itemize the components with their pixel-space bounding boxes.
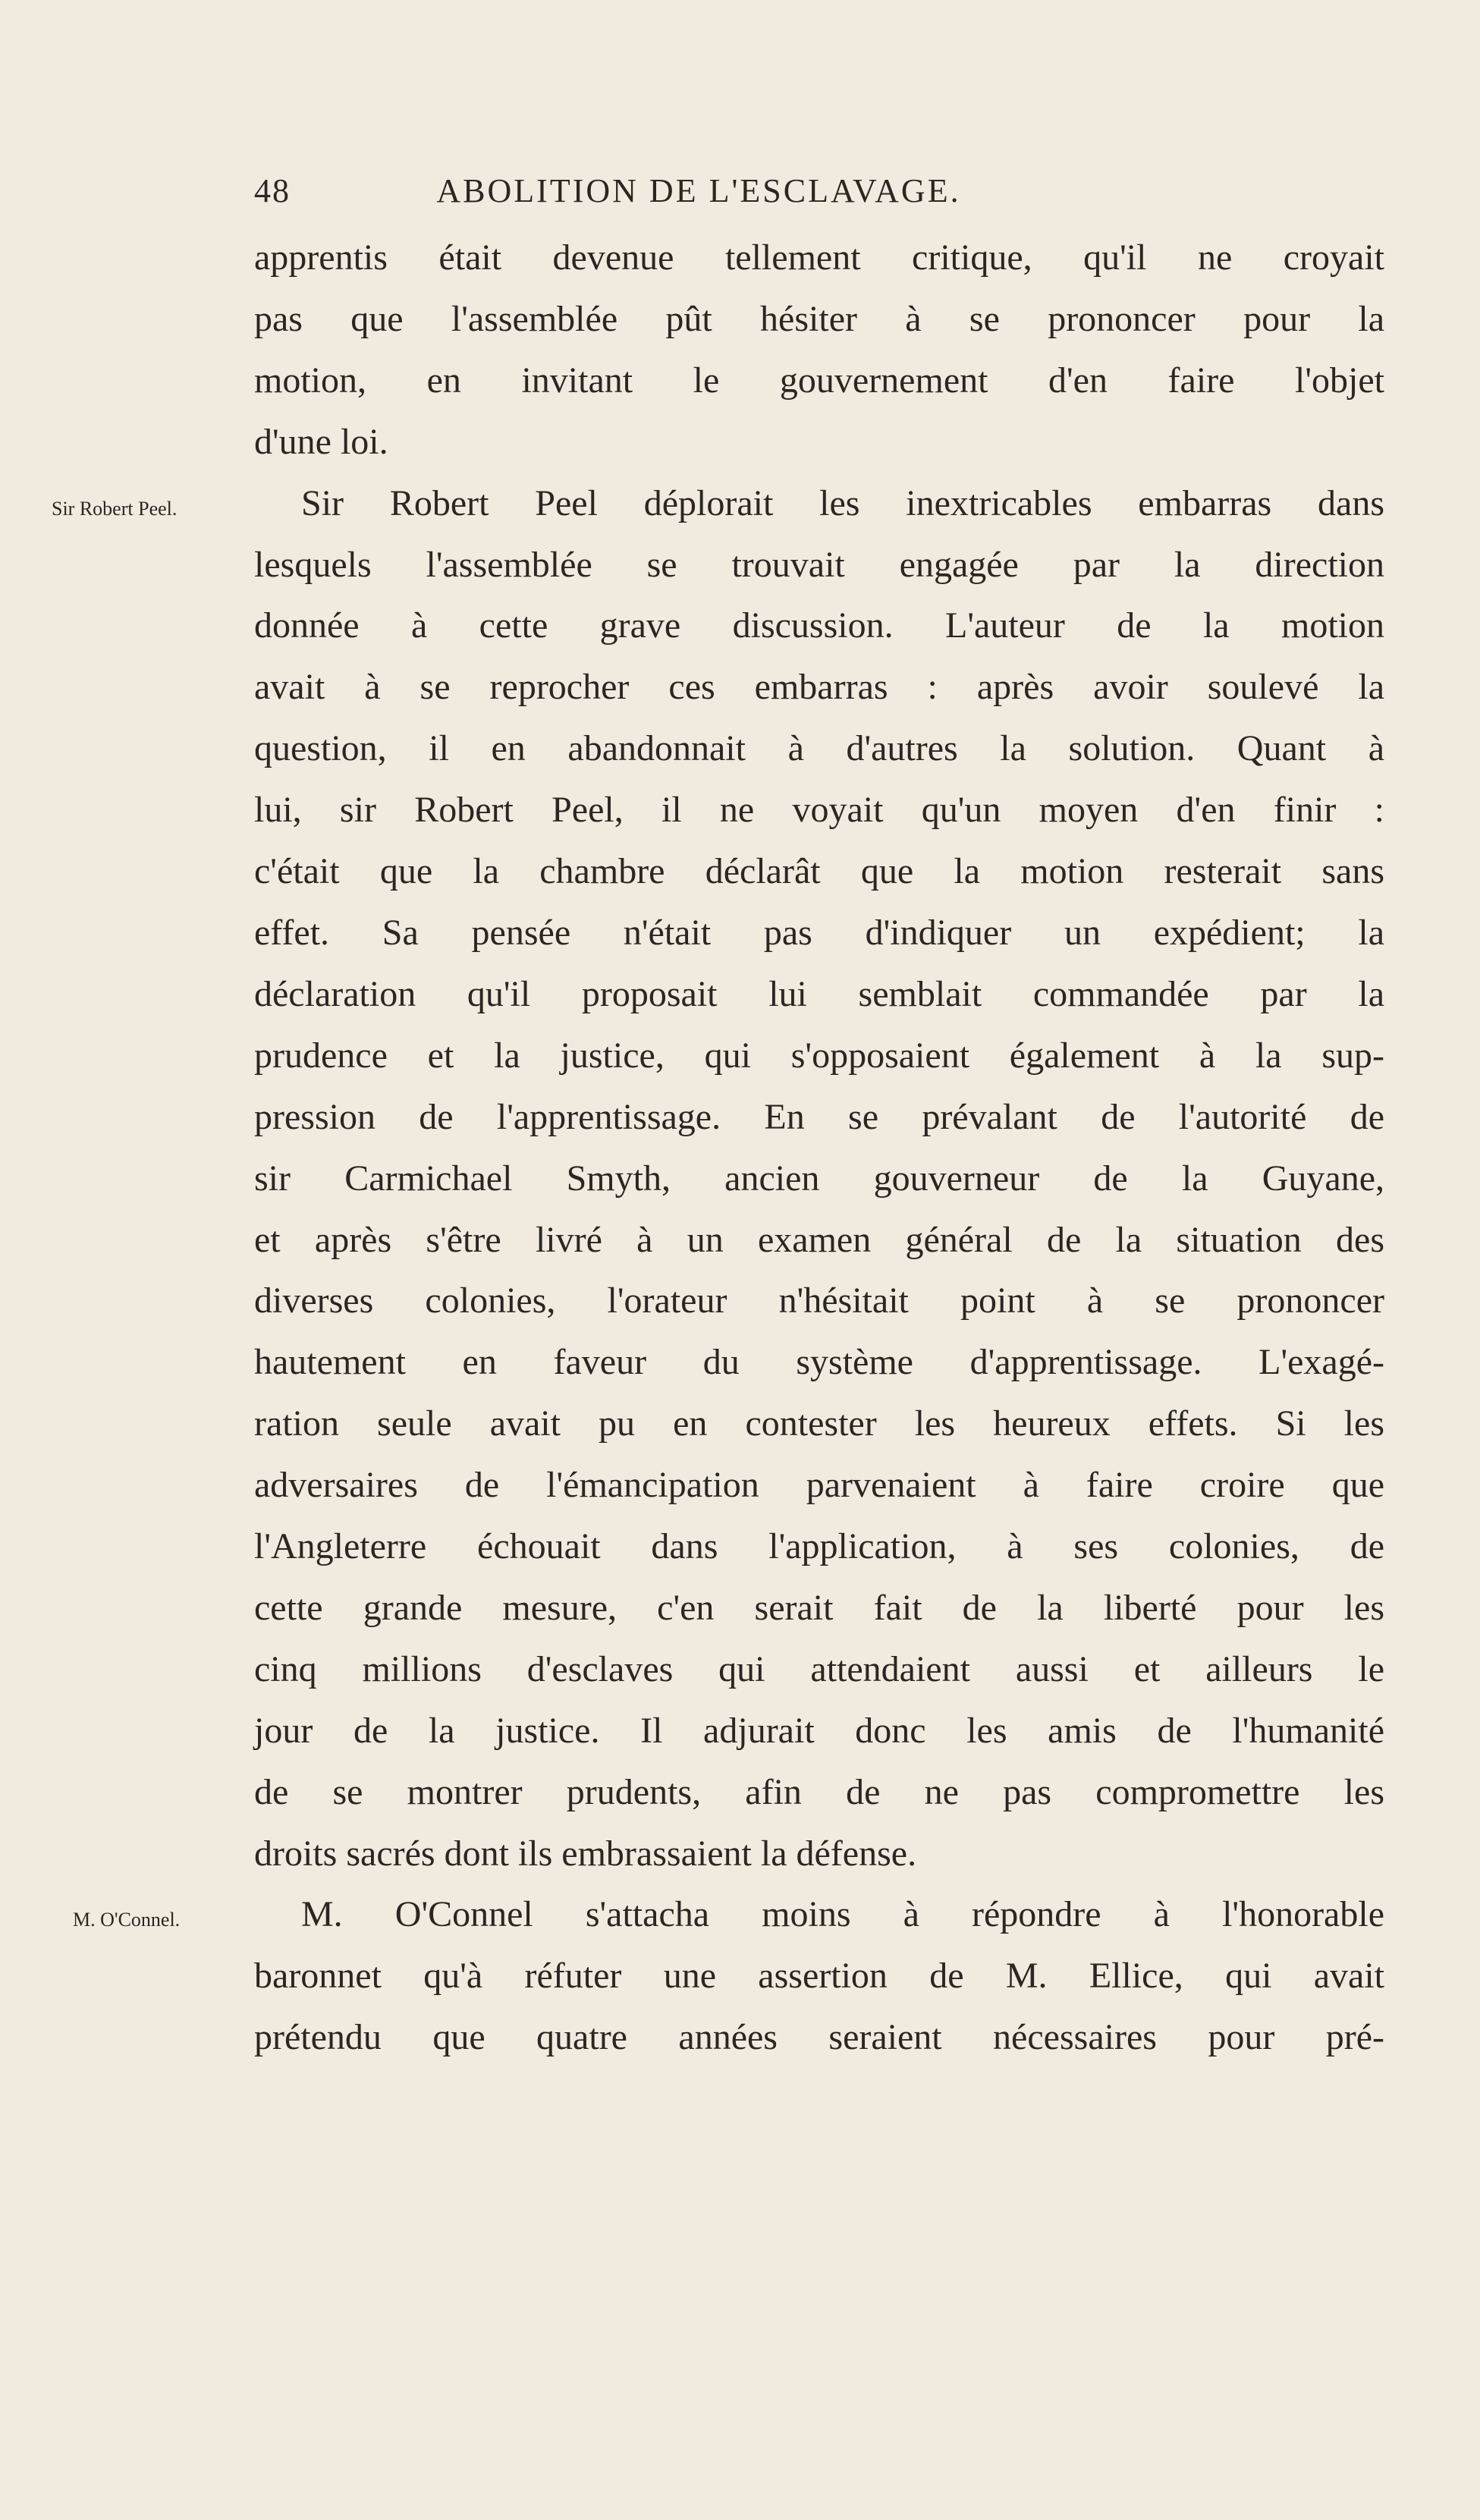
- page-header: [254, 171, 1143, 217]
- text-line: prétendu que quatre années seraient nécessaires pour pré-: [254, 2017, 1384, 2058]
- text-line: prudence et la justice, qui s'opposaient également à la sup-: [254, 1035, 1384, 1076]
- text-line: sir Carmichael Smyth, ancien gouverneur de la Guyane,: [254, 1158, 1384, 1199]
- text-line: lesquels l'assemblée se trouvait engagée par la direction: [254, 544, 1384, 585]
- text-line: lui, sir Robert Peel, il ne voyait qu'un moyen d'en finir :: [254, 790, 1384, 831]
- paragraph-continuation: [254, 228, 1384, 473]
- text-line: apprentis était devenue tellement critique, qu'il ne croyait: [254, 237, 1384, 278]
- text-line: déclaration qu'il proposait lui semblait commandée par la: [254, 973, 1384, 1014]
- text-line: baronnet qu'à réfuter une assertion de M. Ellice, qui avait: [254, 1956, 1384, 1997]
- text-line: cinq millions d'esclaves qui attendaient aussi et ailleurs le: [254, 1648, 1384, 1689]
- text-line: et après s'être livré à un examen général de la situation des: [254, 1219, 1384, 1260]
- text-line: d'une loi.: [254, 421, 388, 462]
- paragraph-peel: [254, 473, 1384, 1885]
- text-line: effet. Sa pensée n'était pas d'indiquer un expédient; la: [254, 912, 1384, 953]
- text-line: motion, en invitant le gouvernement d'en faire l'objet: [254, 360, 1384, 401]
- page-number: 48: [254, 172, 291, 209]
- text-line: donnée à cette grave discussion. L'auteur de la motion: [254, 605, 1384, 646]
- text-line: de se montrer prudents, afin de ne pas compromettre les: [254, 1771, 1384, 1812]
- margin-note-oconnel: M. O'Connel.: [73, 1909, 181, 1931]
- text-line: Sir Robert Peel déplorait les inextricables embarras dans: [301, 482, 1384, 523]
- text-line: cette grande mesure, c'en serait fait de la liberté pour les: [254, 1587, 1384, 1628]
- text-line: M. O'Connel s'attacha moins à répondre à l'honorable: [301, 1894, 1384, 1935]
- text-line: hautement en faveur du système d'apprentissage. L'exagé-: [254, 1342, 1384, 1383]
- margin-note-peel: Sir Robert Peel.: [52, 498, 178, 520]
- text-line: jour de la justice. Il adjurait donc les amis de l'humanité: [254, 1710, 1384, 1751]
- text-line: pas que l'assemblée pût hésiter à se prononcer pour la: [254, 298, 1384, 339]
- text-line: diverses colonies, l'orateur n'hésitait point à se prononcer: [254, 1280, 1384, 1321]
- text-line: question, il en abandonnait à d'autres la solution. Quant à: [254, 728, 1384, 769]
- text-line: avait à se reprocher ces embarras : après avoir soulevé la: [254, 667, 1384, 708]
- text-line: l'Angleterre échouait dans l'application, à ses colonies, de: [254, 1526, 1384, 1567]
- text-line: droits sacrés dont ils embrassaient la défense.: [254, 1833, 917, 1874]
- text-line: adversaires de l'émancipation parvenaient à faire croire que: [254, 1465, 1384, 1506]
- text-line: c'était que la chambre déclarât que la motion resterait sans: [254, 851, 1384, 892]
- text-line: pression de l'apprentissage. En se prévalant de l'autorité de: [254, 1096, 1384, 1137]
- running-title: ABOLITION DE L'ESCLAVAGE.: [436, 172, 961, 209]
- body-text: [254, 228, 1384, 2069]
- paragraph-oconnel: [254, 1884, 1384, 2069]
- text-line: ration seule avait pu en contester les heureux effets. Si les: [254, 1403, 1384, 1444]
